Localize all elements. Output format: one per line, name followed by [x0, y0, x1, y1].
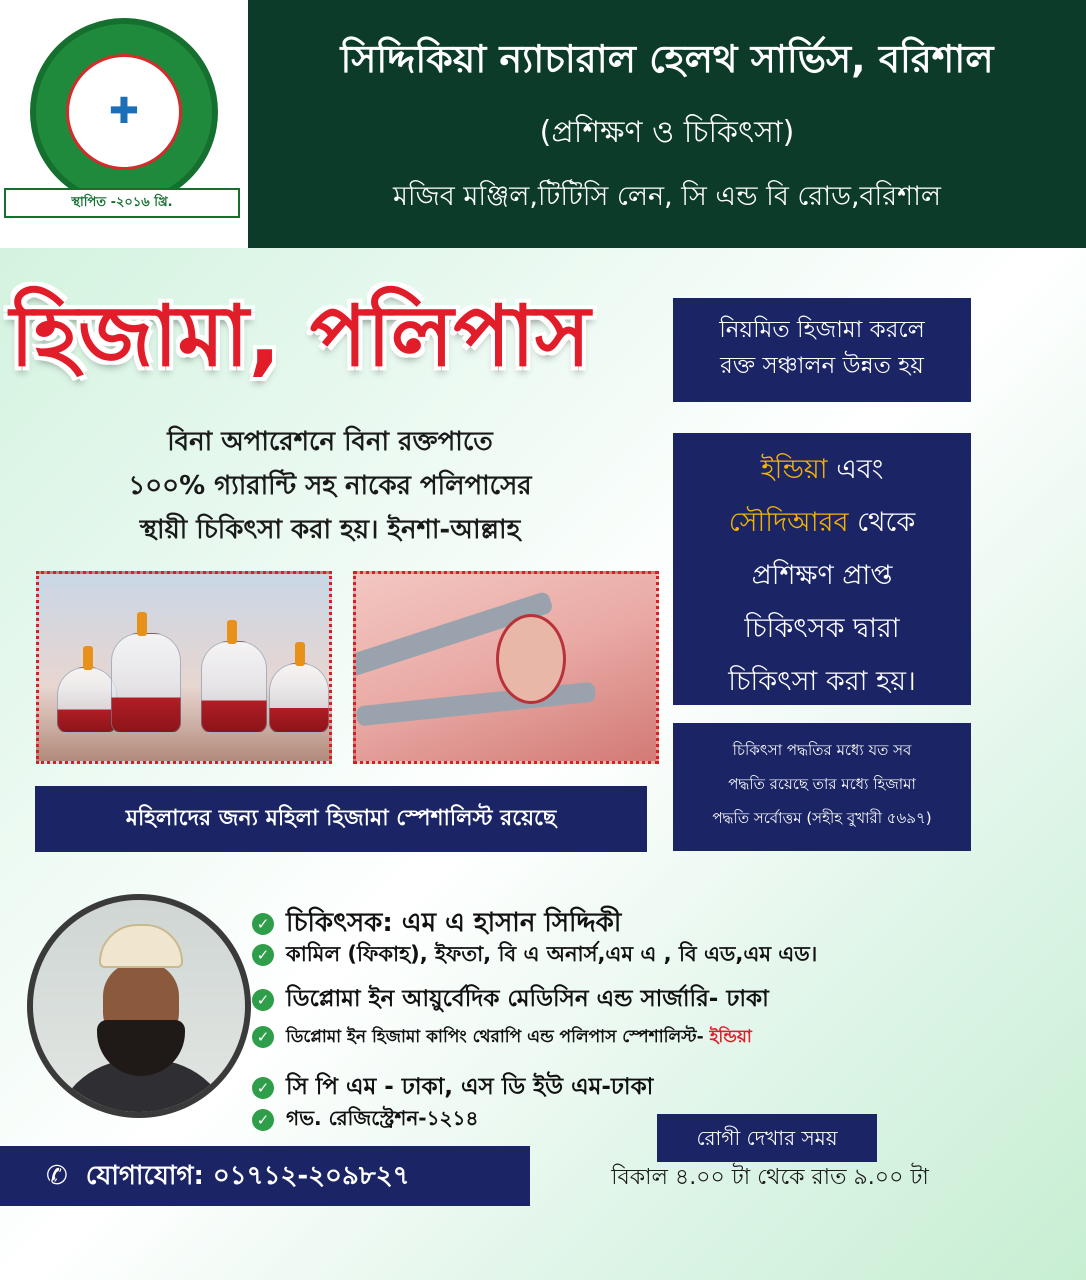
circulation-line: রক্ত সঞ্চালন উন্নত হয় [720, 353, 924, 379]
check-icon: ✓ [252, 1109, 274, 1131]
header-banner [248, 0, 1086, 248]
visiting-hours-label: রোগী দেখার সময় [657, 1114, 877, 1162]
credential-item [252, 1024, 752, 1052]
cpm-text: সি পি এম - ঢাকা, এস ডি ইউ এম-ঢাকা [286, 1074, 654, 1100]
description-line: স্থায়ী চিকিৎসা করা হয়। ইনশা-আল্লাহ [139, 515, 521, 545]
hijama-diploma-text: ডিপ্লোমা ইন হিজামা কাপিং থেরাপি এন্ড পলিপাস স্পেশালিস্ট- [286, 1027, 710, 1047]
cupping-photo [36, 571, 332, 764]
check-icon: ✓ [252, 913, 274, 935]
treatment-description [30, 420, 630, 552]
ayurvedic-text: ডিপ্লোমা ইন আয়ুর্বেদিক মেডিসিন এন্ড সার্জারি- ঢাকা [286, 986, 769, 1012]
saudi-text: সৌদিআরব [728, 507, 849, 538]
polyp-shape [496, 614, 566, 704]
check-icon: ✓ [252, 1026, 274, 1048]
cup-shape [269, 663, 329, 733]
logo-emblem [66, 54, 182, 170]
clinic-name: সিদ্দিকিয়া ন্যাচারাল হেলথ সার্ভিস, বরিশাল [340, 37, 994, 81]
visiting-hours-time: বিকাল ৪.০০ টা থেকে রাত ৯.০০ টা [611, 1165, 929, 1190]
hadith-line: পদ্ধতি সর্বোত্তম (সহীহ বুখারী ৫৬৯৭) [712, 809, 932, 827]
check-icon: ✓ [252, 989, 274, 1011]
check-icon: ✓ [252, 944, 274, 966]
contact-banner [0, 1146, 530, 1206]
registration-text: গভ. রেজিস্ট্রেশন-১২১৪ [286, 1106, 479, 1130]
header [0, 0, 1086, 248]
check-icon: ✓ [252, 1077, 274, 1099]
trained-doctor-box [673, 433, 971, 705]
cup-shape [57, 667, 117, 733]
clinic-address: মজিব মঞ্জিল,টিটিসি লেন, সি এন্ড বি রোড,বরিশাল [392, 181, 942, 212]
trained-line-2 [673, 496, 971, 549]
main-title: হিজামা, পলিপাস [10, 287, 591, 385]
description-line: ১০০% গ্যারান্টি সহ নাকের পলিপাসের [128, 471, 532, 501]
polyp-photo [353, 571, 659, 764]
hadith-line: পদ্ধতি রয়েছে তার মধ্যে হিজামা [728, 775, 916, 793]
india-text: ইন্ডিয়া [760, 454, 828, 485]
trained-line-1 [673, 443, 971, 496]
hijama-country-text: ইন্ডিয়া [709, 1027, 752, 1047]
clinic-subtitle: (প্রশিক্ষণ ও চিকিৎসা) [539, 115, 795, 150]
hadith-box [673, 723, 971, 851]
cup-shape [111, 633, 181, 733]
credential-item [252, 1104, 479, 1137]
circulation-box [673, 298, 971, 402]
doctor-photo [27, 894, 251, 1118]
doctor-cap-shape [99, 924, 183, 968]
degrees-text: কামিল (ফিকাহ), ইফতা, বি এ অনার্স,এম এ , বি এড,এম এড। [286, 942, 818, 966]
trained-line-4: চিকিৎসক দ্বারা [744, 613, 900, 644]
logo-established-ribbon: স্থাপিত -২০১৬ খ্রি. [4, 188, 240, 218]
credential-item [252, 980, 769, 1019]
credential-item [252, 938, 817, 973]
description-line: বিনা অপারেশনে বিনা রক্তপাতে [167, 427, 493, 457]
credential-item [252, 1068, 653, 1107]
contact-text: যোগাযোগ: ০১৭১২-২০৯৮২৭ [85, 1161, 410, 1191]
hadith-line: চিকিৎসা পদ্ধতির মধ্যে যত সব [732, 741, 912, 759]
trained-line-3: প্রশিক্ষণ প্রাপ্ত [751, 560, 893, 591]
clinic-logo [30, 18, 218, 206]
cup-shape [201, 641, 267, 733]
and-text: এবং [827, 454, 884, 485]
circulation-line: নিয়মিত হিজামা করলে [719, 317, 925, 343]
medical-cross-icon: ✚ [108, 91, 140, 132]
forceps-shape [356, 682, 597, 727]
doctor-name: চিকিৎসক: এম এ হাসান সিদ্দিকী [286, 908, 622, 938]
from-text: থেকে [848, 507, 916, 538]
trained-line-5: চিকিৎসা করা হয়। [728, 666, 916, 697]
women-specialist-banner: মহিলাদের জন্য মহিলা হিজামা স্পেশালিস্ট রয়েছে [35, 786, 647, 852]
phone-icon: ✆ [46, 1161, 68, 1191]
